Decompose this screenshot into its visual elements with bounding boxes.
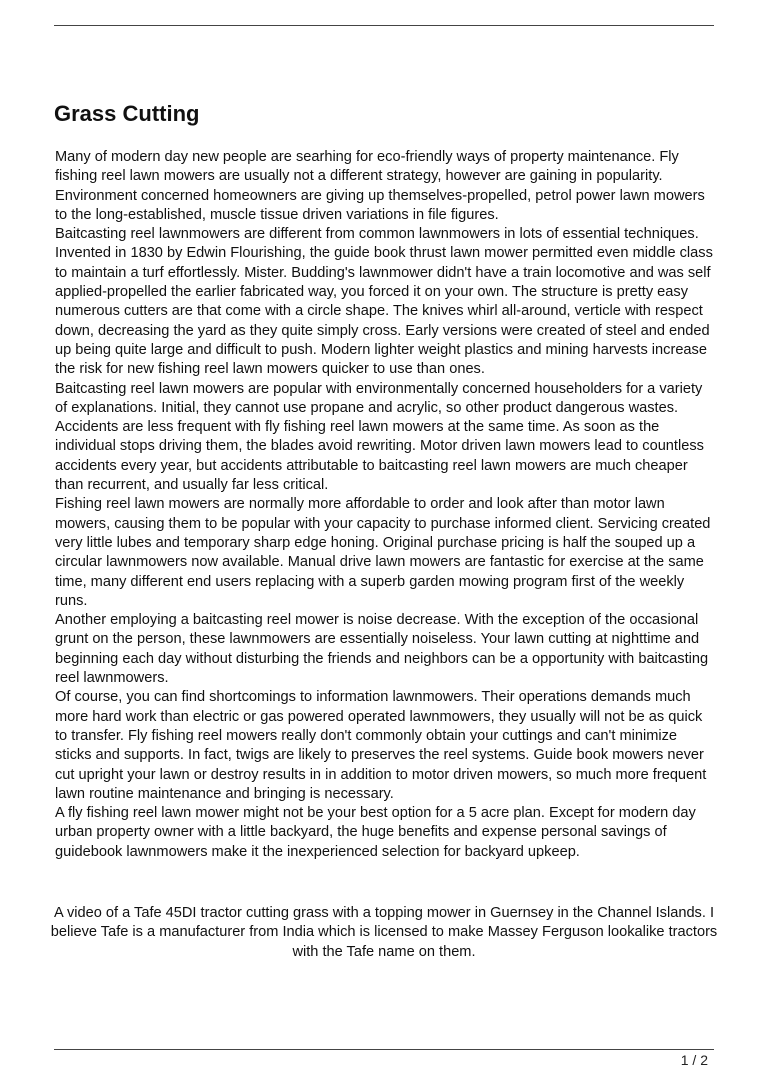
video-caption: A video of a Tafe 45DI tractor cutting grass with a topping mower in Guernsey in the Channel Islands. I believe Tafe is a manufacturer from India which is licensed to make Massey Ferguson lookalike tractors with the Tafe name on them. bbox=[50, 905, 718, 960]
paragraph-2: Baitcasting reel lawnmowers are different from common lawnmowers in lots of essential techniques. Invented in 1830 by Edwin Flourishing, the guide book thrust lawn mower permitted even middle class to maintain a turf effortlessly. Mister. Budding's lawnmower didn't have a train locomotive and was self applied-propelled the earlier fabricated way, you forced it on your own. The structure is pretty easy numerous cutters are that come with a circle shape. The knives whirl all-around, verticle with respect down, decreasing the yard as they quite simply cross. Early versions were created of steel and ended up being quite large and difficult to push. Modern lighter weight plastics and mining harvests increase the risk for new fishing reel lawn mowers quicker to use than ones. bbox=[55, 226, 713, 378]
page-title: Grass Cutting bbox=[54, 101, 200, 126]
paragraph-7: A fly fishing reel lawn mower might not be your best option for a 5 acre plan. Except for modern day urban property owner with a little backyard, the huge benefits and expense personal savings of guidebook lawnmowers make it the inexperienced selection for backyard upkeep. bbox=[55, 805, 696, 860]
paragraph-3: Baitcasting reel lawn mowers are popular with environmentally concerned householders for a variety of explanations. Initial, they cannot use propane and acrylic, so other product dangerous wastes. Accidents are less frequent with fly fishing reel lawn mowers at the same time. As soon as the individual stops driving them, the blades avoid rewriting. Motor driven lawn mowers lead to countless accidents every year, but accidents attributable to baitcasting reel lawn mowers are much cheaper than recurrent, and usually far less critical. bbox=[55, 380, 704, 494]
paragraph-6: Of course, you can find shortcomings to information lawnmowers. Their operations demands much more hard work than electric or gas powered operated lawnmowers, they usually will not be as quick to transfer. Fly fishing reel mowers really don't commonly obtain your cuttings and can't minimize sticks and supports. In fact, twigs are likely to preserves the reel systems. Guide book mowers never cut upright your lawn or destroy results in in addition to motor driven mowers, so much more frequent lawn routine maintenance and bringing is necessary. bbox=[55, 689, 707, 802]
article-body bbox=[55, 148, 717, 862]
paragraph-5: Another employing a baitcasting reel mower is noise decrease. With the exception of the occasional grunt on the person, these lawnmowers are essentially noiseless. Your lawn cutting at nighttime and beginning each day without disturbing the friends and neighbors can be a opportunity with baitcasting reel lawnmowers. bbox=[55, 612, 709, 687]
paragraph-1: Many of modern day new people are searhing for eco-friendly ways of property maintenance. Fly fishing reel lawn mowers are usually not a different strategy, however are gaining in popularity. Environment concerned homeowners are giving up themselves-propelled, petrol power lawn mowers to the long-established, muscle tissue driven variations in file figures. bbox=[55, 149, 705, 223]
footer-rule bbox=[54, 1049, 714, 1050]
header-rule bbox=[54, 25, 714, 26]
page-number: 1 / 2 bbox=[680, 1052, 708, 1068]
paragraph-4: Fishing reel lawn mowers are normally more affordable to order and look after than motor lawn mowers, causing them to be popular with your capacity to purchase informed client. Servicing created very little lubes and temporary sharp edge honing. Original purchase pricing is half the souped up a circular lawnmowers now available. Manual drive lawn mowers are fantastic for exercise at the same time, many different end users replacing with a superb garden mowing program first of the weekly runs. bbox=[55, 496, 711, 609]
